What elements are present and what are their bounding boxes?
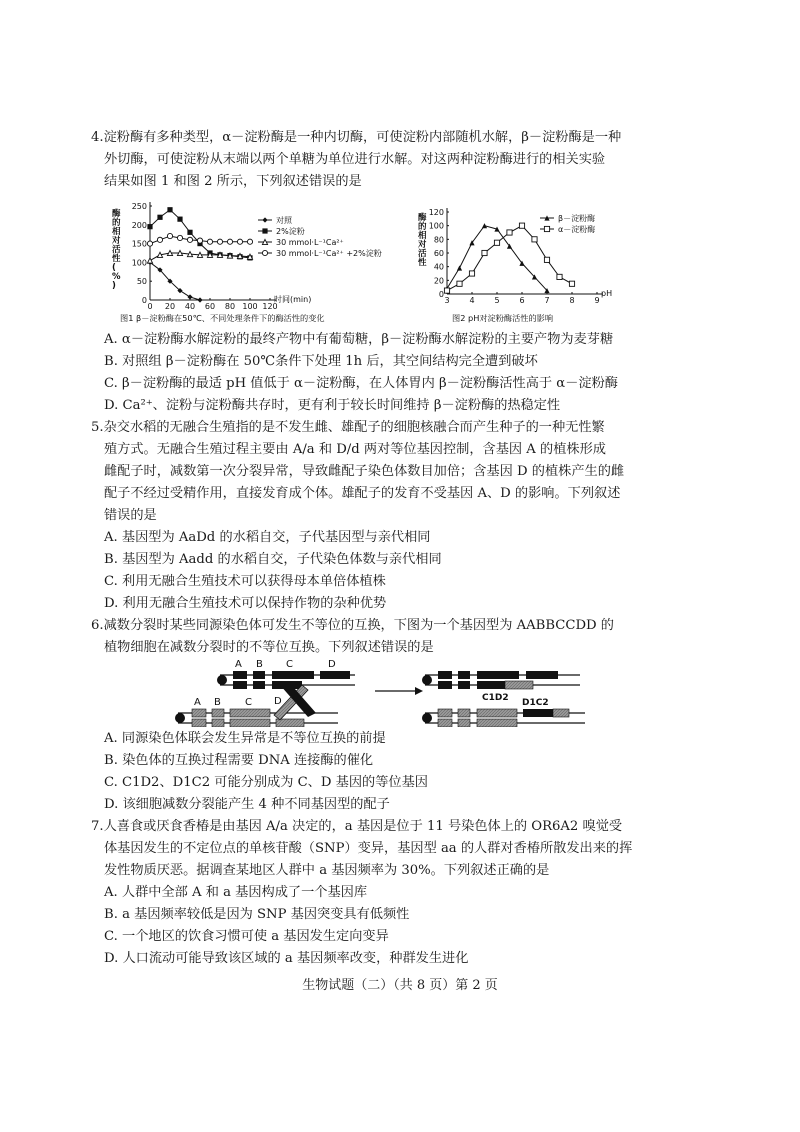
data-point xyxy=(457,265,462,270)
q6-option-a: A. 同源染色体联会发生异常是不等位互换的前提 xyxy=(104,731,386,746)
gene-label-b-lower: B xyxy=(214,697,221,708)
legend-marker xyxy=(544,226,549,231)
q4-option-a: A. α－淀粉酶水解淀粉的最终产物中有葡萄糖，β－淀粉酶水解淀粉的主要产物为麦芽糖 xyxy=(104,332,614,347)
data-point xyxy=(237,239,242,244)
data-point xyxy=(187,230,192,235)
x-tick-label: 120 xyxy=(262,302,278,311)
legend-label: 30 mmol·L⁻¹Ca²⁺ xyxy=(276,238,344,247)
q7-option-a: A. 人群中全部 A 和 a 基因构成了一个基因库 xyxy=(104,885,368,900)
y-axis-label: 酶的相对活性 xyxy=(418,213,427,268)
data-point xyxy=(167,233,172,238)
y-tick-label: 250 xyxy=(131,202,147,211)
legend-label: β－淀粉酶 xyxy=(558,214,596,223)
figure-2 xyxy=(412,196,712,330)
y-tick-label: 150 xyxy=(131,239,147,249)
y-tick-label: 20 xyxy=(433,276,444,286)
legend-label: 对照 xyxy=(276,216,292,225)
data-point xyxy=(507,230,512,235)
q4-stem-line-2: 外切酶，可使淀粉从末端以两个单糖为单位进行水解。对这两种淀粉酶进行的相关实验 xyxy=(104,152,606,167)
arrow-icon xyxy=(375,687,423,695)
x-tick-label: 80 xyxy=(224,302,236,311)
series-line xyxy=(150,262,200,300)
data-point xyxy=(532,237,537,242)
left-chromosome-pair xyxy=(175,659,355,727)
q6-stem-line-2: 植物细胞在减数分裂时的不等位互换。下列叙述错误的是 xyxy=(104,640,434,655)
y-tick-label: 120 xyxy=(428,208,444,217)
x-axis-label: pH xyxy=(601,289,613,298)
x-tick-label: 4 xyxy=(469,296,475,305)
gene-label-a: A xyxy=(235,659,242,670)
right-chromosome-pair xyxy=(422,671,585,727)
y-tick-label: 80 xyxy=(433,235,444,245)
gene-label-d-lower: D xyxy=(274,696,282,707)
q4-stem-line-3: 结果如图 1 和图 2 所示，下列叙述错误的是 xyxy=(104,174,362,189)
data-point xyxy=(469,271,474,276)
figure-1 xyxy=(110,196,410,330)
x-tick-label: 0 xyxy=(147,302,153,311)
q7-stem-line-3: 发性物质厌恶。据调查某地区人群中 a 基因频率为 30%。下列叙述正确的是 xyxy=(104,863,550,878)
data-point xyxy=(569,281,574,286)
q5-option-c: C. 利用无融合生殖技术可以获得母本单倍体植株 xyxy=(104,574,386,589)
q6-option-c: C. C1D2、D1C2 可能分别成为 C、D 基因的等位基因 xyxy=(104,775,428,790)
x-tick-label: 100 xyxy=(242,302,258,311)
y-tick-label: 40 xyxy=(433,262,444,272)
q5-stem-line-3: 雌配子时，减数第一次分裂异常，导致雌配子染色体数目加倍；含基因 D 的植株产生的雌 xyxy=(104,464,625,479)
x-tick-label: 6 xyxy=(519,296,525,305)
q6-stem-line-1: 6.减数分裂时某些同源染色体可发生不等位的互换，下图为一个基因型为 AABBCCDD 的 xyxy=(91,618,614,633)
y-tick-label: 100 xyxy=(428,221,444,231)
data-point xyxy=(457,281,462,286)
y-axis-label: 酶的相对活性( % ) xyxy=(112,209,121,291)
x-tick-label: 60 xyxy=(204,302,216,311)
q4-option-d: D. Ca²⁺、淀粉与淀粉酶共存时，更有利于较长时间维持 β－淀粉酶的热稳定性 xyxy=(104,398,561,413)
data-point xyxy=(147,258,152,263)
q4-stem-line-1: 4.淀粉酶有多种类型，α－淀粉酶是一种内切酶，可使淀粉内部随机水解，β－淀粉酶是一种 xyxy=(91,130,622,145)
centromere-icon xyxy=(217,675,227,685)
data-point xyxy=(157,237,162,242)
y-tick-label: 50 xyxy=(136,277,147,287)
data-point xyxy=(157,215,162,220)
data-point xyxy=(444,288,449,293)
gene-label-b: B xyxy=(256,659,263,670)
q5-option-d: D. 利用无融合生殖技术可以保持作物的杂种优势 xyxy=(104,596,387,611)
data-point xyxy=(197,297,202,302)
q4-option-c: C. β－淀粉酶的最适 pH 值低于 α－淀粉酶，在人体胃内 β－淀粉酶活性高于 α－淀粉酶 xyxy=(104,376,618,391)
gene-label-c-lower: C xyxy=(245,697,252,708)
data-point xyxy=(197,238,202,243)
x-tick-label: 5 xyxy=(494,296,500,305)
gene-label-a-lower: A xyxy=(194,697,201,708)
data-point xyxy=(227,239,232,244)
x-tick-label: 8 xyxy=(569,296,575,305)
q5-option-a: A. 基因型为 AaDd 的水稻自交，子代基因型与亲代相同 xyxy=(104,530,431,545)
y-tick-label: 100 xyxy=(131,258,147,268)
q7-stem-line-2: 体基因发生的不定位点的单核苷酸（SNP）变异，基因型 aa 的人群对香椿所散发出来的挥 xyxy=(104,841,633,856)
figure-2-title: 图2 pH对淀粉酶活性的影响 xyxy=(452,313,554,323)
data-point xyxy=(557,274,562,279)
y-tick-label: 200 xyxy=(131,220,147,230)
q4-option-b: B. 对照组 β－淀粉酶在 50℃条件下处理 1h 后，其空间结构完全遭到破坏 xyxy=(104,354,538,369)
data-point xyxy=(482,250,487,255)
q5-stem-line-1: 5.杂交水稻的无融合生殖指的是不发生雌、雄配子的细胞核融合而产生种子的一种无性繁 xyxy=(91,420,605,435)
x-tick-label: 3 xyxy=(444,296,450,305)
data-point xyxy=(519,223,524,228)
legend-label: α－淀粉酶 xyxy=(558,225,596,234)
gene-label-d: D xyxy=(328,659,336,670)
figure-1-title: 图1 β－淀粉酶在50℃、不同处理条件下的酶活性的变化 xyxy=(120,313,325,323)
data-point xyxy=(147,241,152,246)
chromosome-crossover-diagram xyxy=(170,655,670,731)
gene-label-c: C xyxy=(286,659,293,670)
q5-option-b: B. 基因型为 Aadd 的水稻自交，子代染色体数与亲代相同 xyxy=(104,552,442,567)
data-point xyxy=(147,224,152,229)
legend-marker xyxy=(262,250,267,255)
y-tick-label: 0 xyxy=(141,296,147,305)
x-tick-label: 40 xyxy=(184,302,196,311)
x-tick-label: 7 xyxy=(544,296,550,305)
y-tick-label: 0 xyxy=(438,290,444,299)
x-tick-label: 9 xyxy=(594,296,600,305)
q7-option-b: B. a 基因频率较低是因为 SNP 基因突变具有低频性 xyxy=(104,907,410,922)
data-point xyxy=(177,217,182,222)
data-point xyxy=(207,239,212,244)
x-axis-label: 时间(min) xyxy=(274,295,312,304)
legend-marker xyxy=(262,228,267,233)
q7-stem-line-1: 7.人喜食或厌食香椿是由基因 A/a 决定的，a 基因是位于 11 号染色体上的 OR6A2 嗅觉受 xyxy=(91,819,623,834)
y-tick-label: 60 xyxy=(433,249,444,258)
data-point xyxy=(167,207,172,212)
data-point xyxy=(494,240,499,245)
label-d1c2: D1C2 xyxy=(522,698,549,708)
q7-option-c: C. 一个地区的饮食习惯可使 a 基因发生定向变异 xyxy=(104,929,389,944)
legend-label: 30 mmol·L⁻¹Ca²⁺ +2%淀粉 xyxy=(276,249,382,258)
data-point xyxy=(187,294,192,299)
q5-stem-line-4: 配子不经过受精作用，直接发育成个体。雄配子的发育不受基因 A、D 的影响。下列叙述 xyxy=(104,486,621,501)
series-line xyxy=(150,210,250,258)
q5-stem-line-2: 殖方式。无融合生殖过程主要由 A/a 和 D/d 两对等位基因控制，含基因 A 的植株形成 xyxy=(104,442,606,457)
label-c1d2: C1D2 xyxy=(482,693,509,703)
page-footer: 生物试题（二）（共 8 页）第 2 页 xyxy=(302,978,498,993)
data-point xyxy=(177,235,182,240)
legend-label: 2%淀粉 xyxy=(276,227,305,236)
legend-marker xyxy=(262,217,267,222)
data-point xyxy=(217,239,222,244)
x-tick-label: 20 xyxy=(164,302,176,311)
data-point xyxy=(187,237,192,242)
data-point xyxy=(544,257,549,262)
q6-option-d: D. 该细胞减数分裂能产生 4 种不同基因型的配子 xyxy=(104,797,390,812)
q5-stem-line-5: 错误的是 xyxy=(104,508,157,523)
q7-option-d: D. 人口流动可能导致该区域的 a 基因频率改变，种群发生进化 xyxy=(104,951,469,966)
data-point xyxy=(247,239,252,244)
q6-option-b: B. 染色体的互换过程需要 DNA 连接酶的催化 xyxy=(104,753,374,768)
